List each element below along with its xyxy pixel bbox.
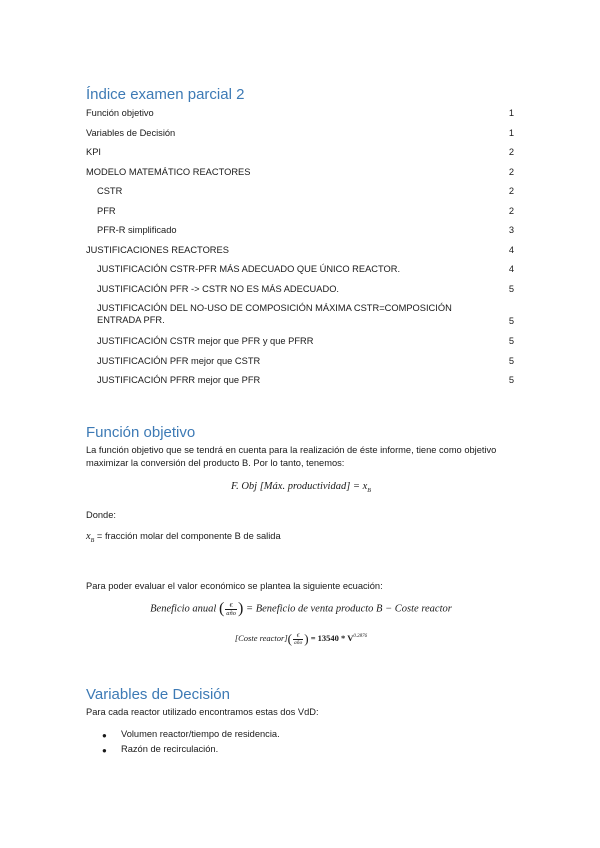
toc-entry[interactable] — [86, 202, 516, 222]
toc-entry-page: 5 — [508, 375, 514, 385]
decision-intro: Para cada reactor utilizado encontramos estas dos VdD: — [86, 707, 319, 717]
list-item — [102, 728, 280, 743]
toc-entry-label: JUSTIFICACIÓN CSTR mejor que PFR y que PFRR — [97, 336, 314, 346]
xb-definition — [86, 530, 281, 548]
toc-entry[interactable] — [86, 260, 516, 280]
cost-paren-close: ) — [304, 631, 309, 646]
benefit-paren-close: ) — [238, 600, 244, 617]
toc-entry-page: 2 — [508, 166, 514, 177]
benefit-paren-open: ( — [218, 600, 225, 617]
benefit-unit-fraction — [225, 602, 237, 617]
toc-entry-label: Variables de Decisión — [86, 127, 176, 138]
bullet-icon: ● — [102, 746, 107, 755]
benefit-equation-right: = Beneficio de venta producto B − Coste reactor — [246, 603, 452, 615]
cost-unit-denominator: año — [293, 639, 303, 646]
toc-entry-label: JUSTIFICACIÓN PFRR mejor que PFR — [97, 375, 261, 385]
objective-equation-text: F. Obj [Máx. productividad] = x — [231, 481, 368, 492]
toc-entry-page: 2 — [508, 205, 514, 216]
toc-entry-label: JUSTIFICACIÓN PFR -> CSTR NO ES MÁS ADECUADO. — [97, 283, 340, 294]
xb-symbol: x — [86, 531, 91, 542]
cost-unit-fraction — [293, 633, 303, 646]
economic-intro: Para poder evaluar el valor económico se plantea la siguiente ecuación: — [86, 581, 383, 591]
toc-entry-page: 3 — [508, 225, 514, 235]
cost-equation-right: = 13540 * V — [310, 632, 354, 643]
toc-entry[interactable] — [86, 221, 516, 241]
benefit-equation — [86, 600, 516, 618]
toc-entry-label: PFR-R simplificado — [97, 225, 177, 235]
toc-entry-label: Función objetivo — [86, 108, 154, 118]
toc-entry-page: 5 — [508, 283, 514, 294]
cost-unit-numerator: € — [293, 633, 303, 640]
toc-entry-label: CSTR — [97, 186, 123, 196]
objective-equation — [86, 481, 516, 494]
toc-entry[interactable] — [86, 124, 516, 144]
toc-entry-page: 1 — [508, 108, 514, 118]
cost-paren-open: ( — [287, 631, 292, 646]
benefit-unit-denominator: año — [226, 609, 237, 617]
toc-entry[interactable] — [86, 371, 516, 391]
bullet-text: Volumen reactor/tiempo de residencia. — [121, 729, 280, 739]
toc-entry[interactable] — [86, 332, 516, 352]
toc-entry-label: JUSTIFICACIÓN DEL NO-USO DE COMPOSICIÓN MÁXIMA CSTR=COMPOSICIÓN ENTRADA PFR. — [97, 303, 452, 325]
cost-equation — [86, 631, 516, 647]
toc-entry[interactable] — [86, 182, 516, 202]
toc-entry-label: PFR — [97, 205, 116, 216]
toc-entry-page: 5 — [508, 316, 514, 326]
heading-funcion-objetivo: Función objetivo — [86, 424, 196, 441]
toc-entry-label: JUSTIFICACIÓN CSTR-PFR MÁS ADECUADO QUE ÚNICO REACTOR. — [97, 264, 401, 274]
objective-paragraph: La función objetivo que se tendrá en cuenta para la realización de éste informe, tiene como objetivo maximizar la conversión del producto B. Por lo tanto, tenemos: — [86, 445, 497, 468]
toc-entry[interactable] — [86, 163, 516, 183]
toc-entry-page: 5 — [508, 355, 514, 366]
xb-subscript: B — [90, 537, 95, 544]
toc-entry-page: 4 — [508, 264, 514, 274]
donde-label: Donde: — [86, 510, 116, 520]
decision-bullet-list — [102, 728, 280, 758]
bullet-icon: ● — [102, 731, 107, 740]
toc-entry-page: 1 — [508, 127, 514, 138]
bullet-text: Razón de recirculación. — [121, 744, 219, 754]
toc-entry[interactable] — [86, 299, 516, 332]
toc-entry-label: JUSTIFICACIONES REACTORES — [86, 244, 229, 255]
toc-entry-label: MODELO MATEMÁTICO REACTORES — [86, 166, 251, 177]
table-of-contents — [86, 104, 516, 391]
toc-entry-page: 2 — [508, 147, 514, 157]
xb-description: = fracción molar del componente B de salida — [94, 531, 281, 541]
heading-variables-decision: Variables de Decisión — [86, 686, 230, 703]
list-item — [102, 743, 280, 758]
cost-equation-left: [Coste reactor] — [234, 632, 288, 643]
toc-entry-page: 2 — [508, 186, 514, 196]
toc-entry[interactable] — [86, 104, 516, 124]
objective-equation-sub: B — [367, 488, 371, 495]
toc-title: Índice examen parcial 2 — [86, 86, 245, 103]
toc-entry-label: KPI — [86, 147, 101, 157]
toc-entry-label: JUSTIFICACIÓN PFR mejor que CSTR — [97, 355, 261, 366]
toc-entry[interactable] — [86, 352, 516, 372]
benefit-unit-numerator: € — [225, 602, 237, 610]
toc-entry[interactable] — [86, 280, 516, 300]
toc-entry[interactable] — [86, 241, 516, 261]
toc-entry-page: 5 — [508, 336, 514, 346]
toc-entry-page: 4 — [508, 244, 514, 255]
cost-equation-exponent: 0.2876 — [353, 634, 368, 640]
toc-entry[interactable] — [86, 143, 516, 163]
benefit-equation-left: Beneficio anual — [150, 603, 217, 615]
